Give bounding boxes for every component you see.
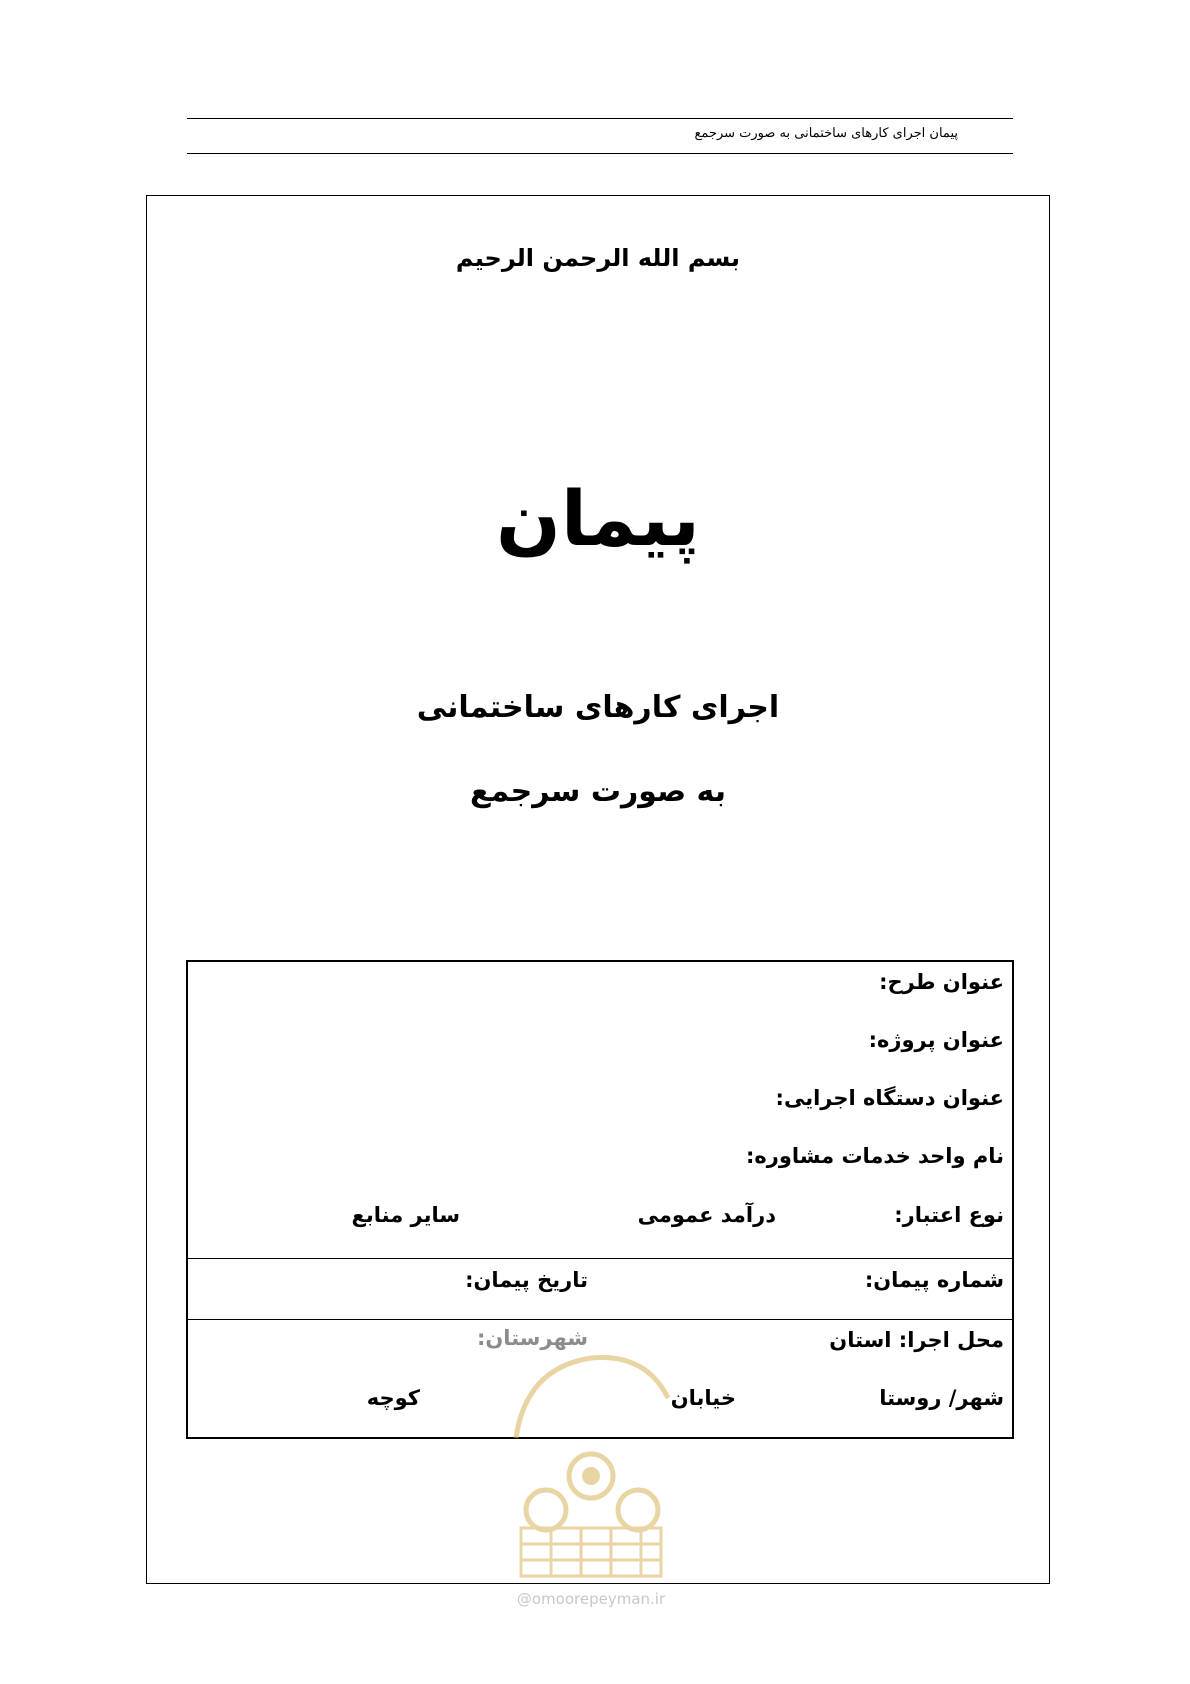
document-title: پیمان: [496, 474, 700, 563]
contract-number-label: شماره پیمان:: [864, 1268, 1004, 1292]
city-village-label: شهر/ روستا: [879, 1386, 1004, 1410]
executive-agency-label: عنوان دستگاه اجرایی:: [775, 1086, 1004, 1110]
contract-date-label: تاریخ پیمان:: [465, 1268, 588, 1292]
cover-frame: [146, 195, 1050, 1584]
alley-label: کوچه: [366, 1386, 420, 1410]
county-label: شهرستان:: [476, 1326, 588, 1350]
credit-option-other: سایر منابع: [351, 1203, 460, 1227]
plan-title-label: عنوان طرح:: [879, 970, 1004, 994]
running-header: [187, 118, 1013, 154]
contract-info-box: [186, 960, 1014, 1439]
bismillah: بسم الله الرحمن الرحیم: [455, 244, 741, 272]
street-label: خیابان: [670, 1386, 736, 1410]
watermark-url: @omoorepeyman.ir: [516, 1590, 666, 1608]
running-title: پیمان اجرای کارهای ساختمانی به صورت سرجمع: [694, 126, 958, 141]
project-title-label: عنوان پروژه:: [868, 1028, 1004, 1052]
credit-type-label: نوع اعتبار:: [894, 1203, 1004, 1227]
subtitle-line-2: به صورت سرجمع: [470, 774, 726, 809]
credit-option-public: درآمد عمومی: [637, 1203, 776, 1227]
section-divider: [188, 1319, 1012, 1320]
section-divider: [188, 1258, 1012, 1259]
subtitle-line-1: اجرای کارهای ساختمانی: [416, 690, 780, 725]
consultant-label: نام واحد خدمات مشاوره:: [745, 1144, 1004, 1168]
location-province-label: محل اجرا: استان: [829, 1328, 1004, 1352]
